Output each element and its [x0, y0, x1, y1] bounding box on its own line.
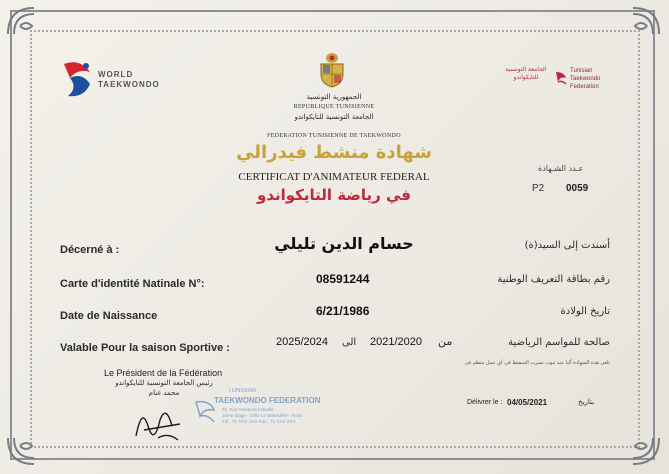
republic-ar: الجمهورية التونسية — [306, 93, 362, 101]
valid-season-label: Valable Pour la saison Sportive : — [60, 342, 230, 354]
awarded-to-label-ar: أسندت إلى السيد(ة) — [524, 240, 610, 251]
world-taekwondo-logo — [60, 58, 170, 102]
president-signature — [128, 396, 188, 446]
federation-stamp — [192, 388, 322, 438]
delivered-date: 04/05/2021 — [507, 398, 548, 407]
corner-ornament-icon — [4, 426, 46, 468]
ttf-emblem-icon — [554, 70, 568, 88]
delivered-label: Délivrer le : — [467, 399, 503, 406]
ttf-logo-text-fr-3: Federation — [570, 84, 599, 90]
valid-season-from: 2021/2020 — [370, 336, 422, 348]
wt-logo-text-2: TAEKWONDO — [98, 80, 160, 89]
ttf-logo — [500, 64, 610, 100]
valid-season-from-ar: من — [438, 335, 453, 348]
stamp-line-2: 2ème étage - 1002 Le Belvédère - Tunis — [222, 413, 303, 418]
certificate-number-prefix: P2 — [532, 183, 545, 194]
coat-of-arms-icon — [317, 52, 347, 88]
taekwondo-emblem-icon — [60, 58, 96, 102]
ttf-logo-text-ar: الجامعة التونسية للتايكواندو — [505, 66, 547, 81]
republic-fr: REPUBLIQUE TUNISIENNE — [293, 104, 375, 110]
federation-ar: الجامعة التونسية للتايكواندو — [294, 113, 374, 121]
awarded-to-label: Décerné à : — [60, 244, 120, 256]
corner-ornament-icon — [4, 4, 46, 46]
revocation-note-ar: تلغى هذه الشهادة آليا عند ثبوت تسرب المنشط في أي عمل منظم في — [464, 360, 610, 366]
corner-ornament-icon — [621, 4, 663, 46]
federation-fr: FEDERATION TUNISIENNE DE TAEKWONDO — [267, 133, 401, 139]
valid-season-to-ar: الى — [342, 337, 357, 348]
president-name-ar: محمد غنام — [148, 389, 180, 397]
stamp-text-1: TUNISIAN — [228, 388, 257, 394]
birth-date-label-ar: تاريخ الولادة — [560, 306, 610, 317]
national-id-label: Carte d'identité Natinale N°: — [60, 278, 205, 290]
stamp-line-3: Tél : 71 XXX XXX Fax : 71 XXX XXX — [222, 419, 296, 424]
certificate-title-fr: CERTIFICAT D'ANIMATEUR FEDERAL — [238, 171, 430, 183]
valid-season-label-ar: صالحة للمواسم الرياضية — [508, 337, 610, 348]
certificate-title-ar: شهادة منشط فيدرالي — [236, 142, 432, 163]
valid-season-to: 2025/2024 — [276, 336, 328, 348]
birth-date-value: 6/21/1986 — [316, 304, 370, 318]
certificate-number-label: عـدد الشـهادة — [538, 164, 584, 173]
national-id-value: 08591244 — [316, 272, 370, 286]
president-title-fr: Le Président de la Fédération — [104, 368, 223, 378]
stamp-text-2: TAEKWONDO FEDERATION — [214, 396, 321, 405]
corner-ornament-icon — [621, 426, 663, 468]
certificate-subtitle-ar: في رياضة التايكواندو — [257, 186, 411, 204]
delivered-label-ar: بتاريخ — [578, 398, 595, 406]
ttf-logo-text-fr-1: Tunisian — [570, 68, 593, 74]
president-title-ar: رئيس الجامعة التونسية للتايكواندو — [115, 379, 213, 387]
certificate-number: 0059 — [566, 183, 589, 194]
stamp-line-1: 35, Rue Mohamed Moalla — [222, 407, 274, 412]
national-id-label-ar: رقم بطاقة التعريف الوطنية — [497, 274, 610, 285]
recipient-name: حسام الدين تليلي — [274, 234, 414, 253]
wt-logo-text-1: WORLD — [98, 70, 134, 79]
birth-date-label: Date de Naissance — [60, 310, 158, 322]
ttf-logo-text-fr-2: Taekwondo — [570, 76, 601, 82]
